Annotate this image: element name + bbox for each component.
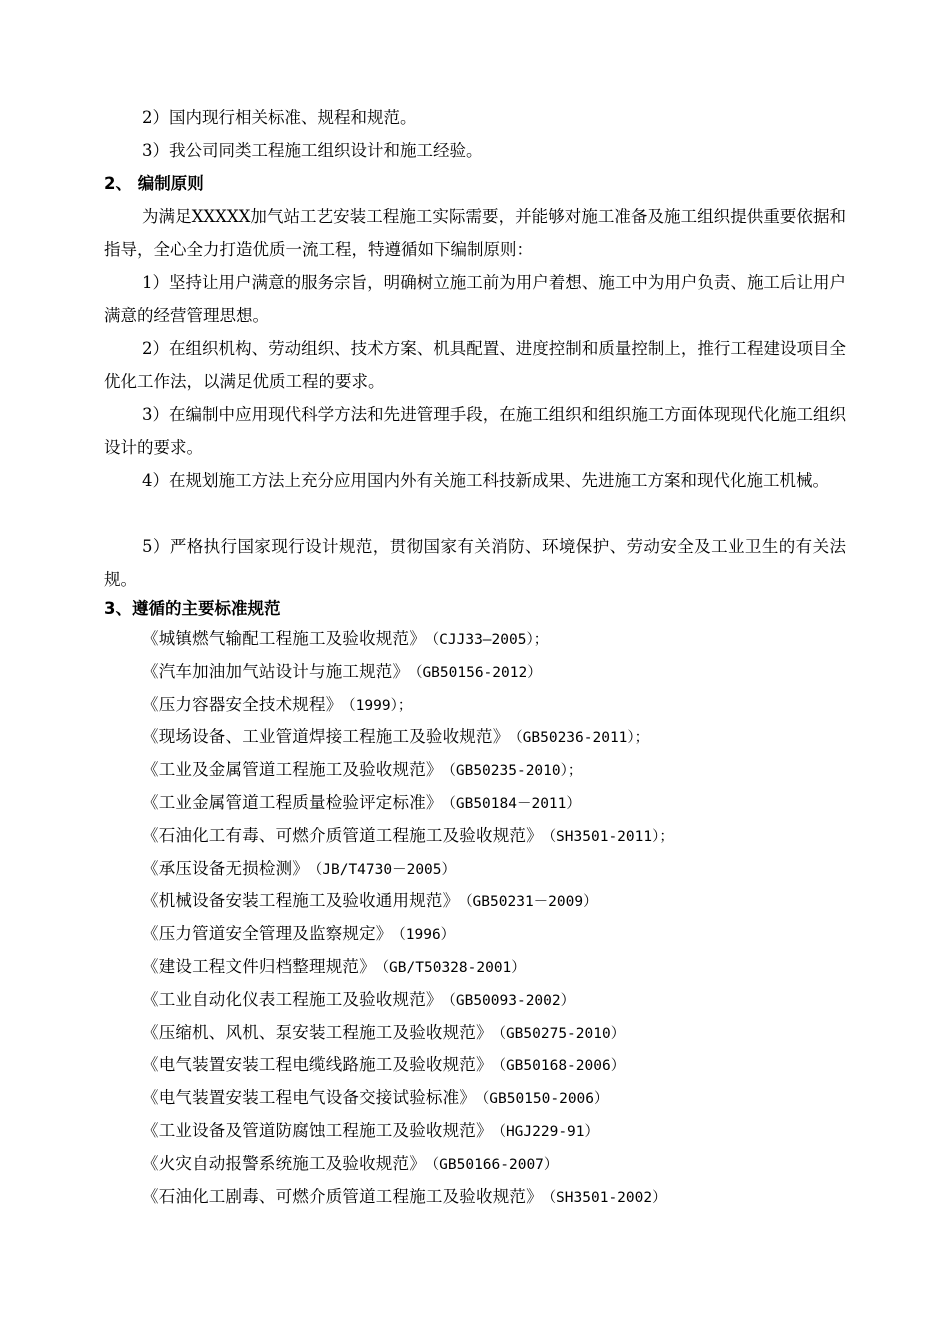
- standard-name: 《火灾自动报警系统施工及验收规范》: [142, 1153, 426, 1173]
- standard-code: （SH3501-2002）: [548, 1189, 667, 1206]
- standard-item: [142, 1120, 674, 1153]
- standard-code: （GB50275-2010）: [498, 1025, 626, 1042]
- principle-3: 3）在编制中应用现代科学方法和先进管理手段，在施工组织和组织施工方面体现现代化施工组织设计的要求。: [104, 405, 846, 457]
- standard-item: [142, 1087, 674, 1120]
- standard-code: （HGJ229-91）: [498, 1123, 600, 1140]
- standard-code: （GB50168-2006）: [498, 1058, 626, 1075]
- standard-item: [142, 1054, 674, 1087]
- standard-code: （GB50166-2007）: [431, 1156, 559, 1173]
- standard-item: [142, 1186, 674, 1219]
- standard-name: 《电气装置安装工程电气设备交接试验标准》: [142, 1088, 476, 1108]
- standard-item: [142, 792, 674, 825]
- standard-name: 《机械设备安装工程施工及验收通用规范》: [142, 891, 460, 911]
- standard-code: （GB50156-2012）: [415, 664, 542, 681]
- standard-code: （GB50231－2009）: [465, 894, 598, 911]
- basis-item-2: 2）国内现行相关标准、规程和规范。: [142, 108, 417, 127]
- standard-item: [142, 759, 674, 792]
- standard-name: 《石油化工剧毒、可燃介质管道工程施工及验收规范》: [142, 1186, 543, 1206]
- standard-code: （1996）: [398, 927, 456, 944]
- standard-name: 《工业金属管道工程质量检验评定标准》: [142, 792, 443, 812]
- standard-item: [142, 890, 674, 923]
- standard-item: [142, 628, 674, 661]
- standard-item: [142, 1022, 674, 1055]
- standard-code: （SH3501-2011）；: [548, 828, 674, 845]
- standard-code: （GB50236-2011）；: [515, 730, 650, 747]
- standard-item: [142, 726, 674, 759]
- standard-name: 《电气装置安装工程电缆线路施工及验收规范》: [142, 1055, 493, 1075]
- principle-4: 4）在规划施工方法上充分应用国内外有关施工科技新成果、先进施工方案和现代化施工机械。: [142, 471, 829, 490]
- standard-item: [142, 989, 674, 1022]
- principles-intro: 为满足XXXXX加气站工艺安装工程施工实际需要，并能够对施工准备及施工组织提供重要依据和指导，全心全力打造优质一流工程，特遵循如下编制原则：: [104, 207, 846, 259]
- standard-name: 《建设工程文件归档整理规范》: [142, 956, 376, 976]
- principle-1: 1）坚持让用户满意的服务宗旨，明确树立施工前为用户着想、施工中为用户负责、施工后让用户满意的经营管理思想。: [104, 273, 846, 325]
- standard-code: （JB/T4730－2005）: [315, 861, 457, 878]
- standard-item: [142, 825, 674, 858]
- standard-code: （GB50093-2002）: [448, 992, 576, 1009]
- standard-name: 《压力管道安全管理及监察规定》: [142, 924, 393, 944]
- standard-name: 《汽车加油加气站设计与施工规范》: [142, 661, 410, 681]
- standard-item: [142, 661, 674, 694]
- principle-5: 5）严格执行国家现行设计规范，贯彻国家有关消防、环境保护、劳动安全及工业卫生的有关法规。: [104, 537, 846, 589]
- standard-code: （GB50150-2006）: [482, 1091, 609, 1108]
- standard-item: [142, 1153, 674, 1186]
- section-heading-principles: 2、 编制原则: [104, 174, 204, 193]
- standard-code: （CJJ33—2005）；: [431, 632, 549, 648]
- standard-name: 《工业设备及管道防腐蚀工程施工及验收规范》: [142, 1120, 493, 1140]
- standard-item: [142, 923, 674, 956]
- standards-list: [142, 628, 674, 1218]
- standard-item: [142, 956, 674, 989]
- standard-code: （GB/T50328-2001）: [381, 959, 526, 976]
- basis-item-3: 3）我公司同类工程施工组织设计和施工经验。: [142, 141, 483, 160]
- standard-code: （GB50184－2011）: [448, 795, 581, 812]
- section-heading-standards: 3、遵循的主要标准规范: [104, 599, 281, 618]
- standard-name: 《城镇燃气输配工程施工及验收规范》: [142, 629, 426, 648]
- standard-name: 《工业自动化仪表工程施工及验收规范》: [142, 989, 443, 1009]
- standard-item: [142, 858, 674, 891]
- principle-2: 2）在组织机构、劳动组织、技术方案、机具配置、进度控制和质量控制上，推行工程建设项目全优化工作法，以满足优质工程的要求。: [104, 339, 846, 391]
- standard-item: [142, 694, 674, 727]
- standard-name: 《压力容器安全技术规程》: [142, 694, 343, 714]
- standard-code: （GB50235-2010）；: [448, 763, 583, 780]
- standard-name: 《承压设备无损检测》: [142, 858, 309, 878]
- standard-name: 《石油化工有毒、可燃介质管道工程施工及验收规范》: [142, 825, 543, 845]
- standard-name: 《工业及金属管道工程施工及验收规范》: [142, 760, 443, 780]
- standard-name: 《现场设备、工业管道焊接工程施工及验收规范》: [142, 727, 510, 747]
- standard-code: （1999）；: [348, 697, 413, 714]
- standard-name: 《压缩机、风机、泵安装工程施工及验收规范》: [142, 1022, 493, 1042]
